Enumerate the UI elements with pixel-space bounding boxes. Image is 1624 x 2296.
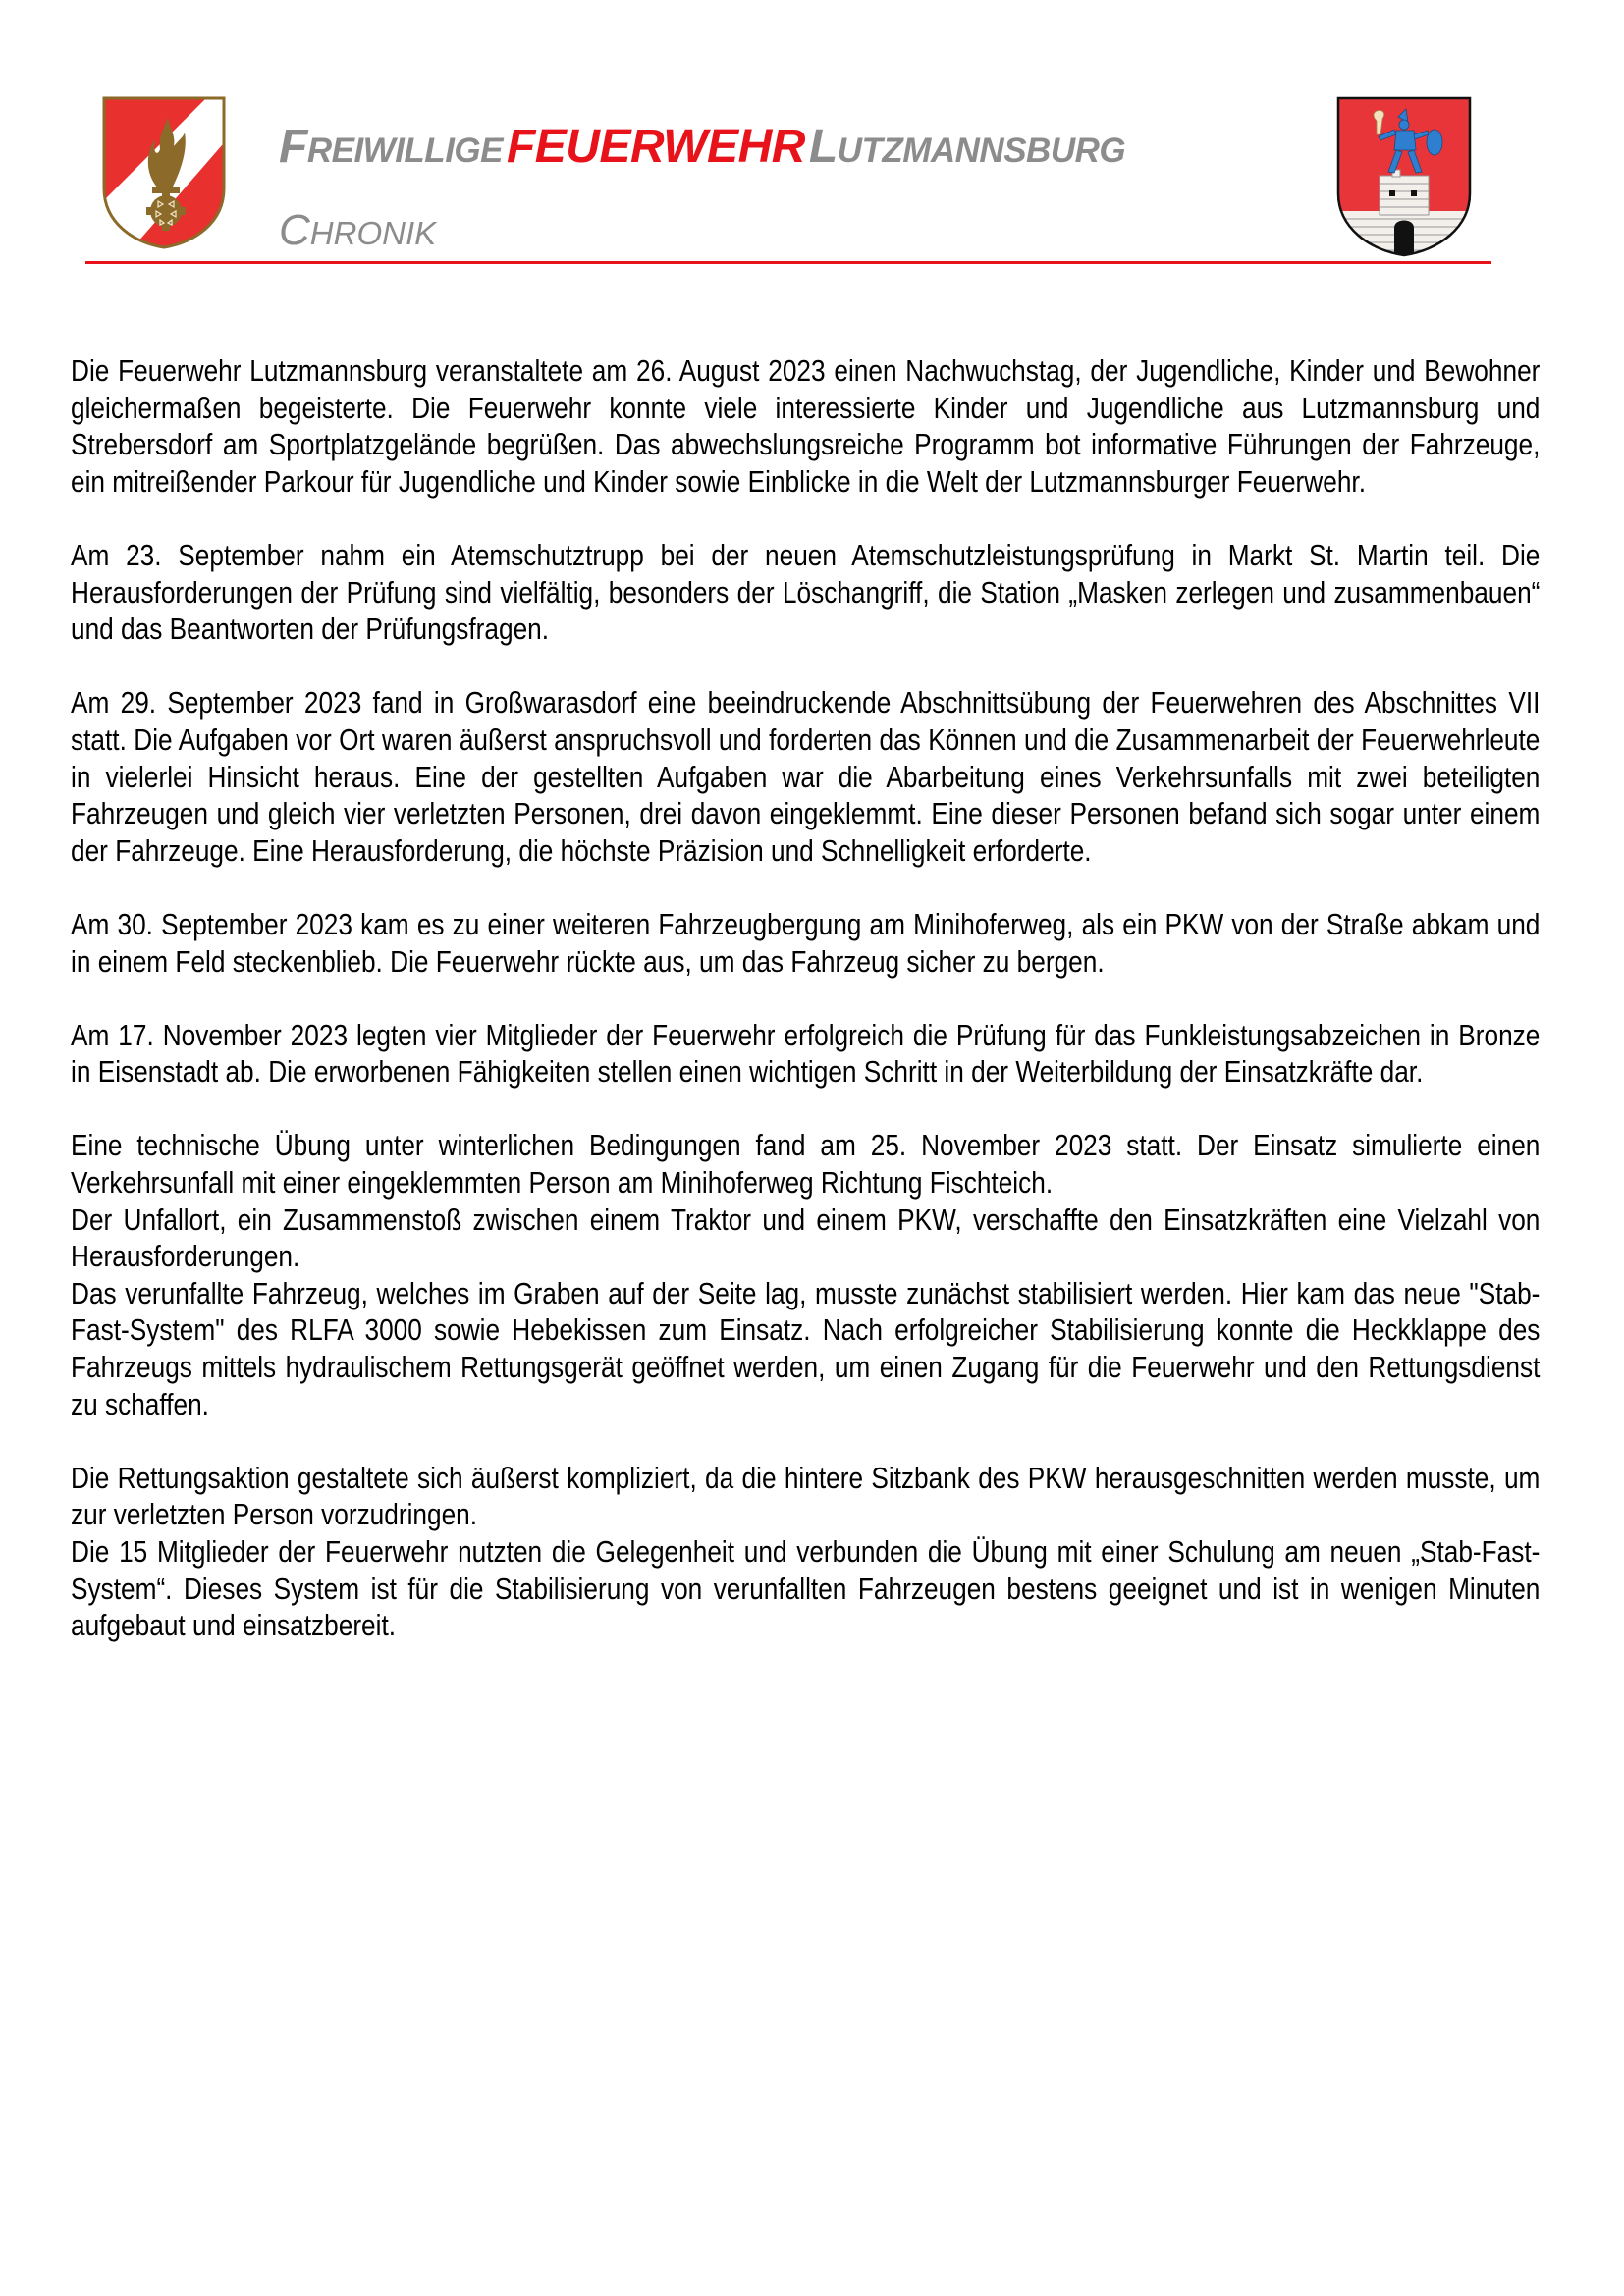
paragraph-stabilisierung: Das verunfallte Fahrzeug, welches im Graben auf der Seite lag, musste zunächst stabilisiert werden. Hier kam das neue "Stab-Fast-System" des RLFA 3000 sowie Hebekissen zum Einsatz. Nach erfolgreicher Stabilisierung konnte die Heckklappe des Fahrzeugs mittels hydraulischem Rettungsgerät geöffnet werden, um einen Zugang für die Feuerwehr und den Rettungsdienst zu schaffen. [71,1276,1541,1421]
fire-brigade-emblem-icon [101,95,227,250]
page-title: FREIWILLIGE FEUERWEHR LUTZMANNSBURG [279,121,1126,173]
paragraph-schulung: Die 15 Mitglieder der Feuerwehr nutzten die Gelegenheit und verbunden die Übung mit einer Schulung am neuen „Stab-Fast-System“. Dieses System ist für die Stabilisierung von verunfallten Fahrzeugen bestens geeignet und ist in wenigen Minuten aufgebaut und einsatzbereit. [71,1535,1541,1643]
chronicle-body [71,353,1540,1645]
header-divider [85,261,1491,264]
paragraph-fahrzeugbergung: Am 30. September 2023 kam es zu einer weiteren Fahrzeugbergung am Minihoferweg, als ein PKW von der Straße abkam und in einem Feld steckenblieb. Die Feuerwehr rückte aus, um das Fahrzeug sicher zu bergen. [71,907,1541,979]
title-highlight: FEUERWEHR [506,121,805,173]
paragraph-technische-uebung: Eine technische Übung unter winterlichen Bedingungen fand am 25. November 2023 statt. Der Einsatz simulierte einen Verkehrsunfall mit einer eingeklemmten Person am Minihoferweg Richtung Fischteich. [71,1129,1541,1201]
paragraph-rettungsaktion: Die Rettungsaktion gestaltete sich äußerst kompliziert, da die hintere Sitzbank des PKW herausgeschnitten werden musste, um zur verletzten Person vorzudringen. [71,1461,1541,1532]
lutzmannsburg-coat-of-arms-icon [1335,95,1473,258]
paragraph-funkleistungsabzeichen: Am 17. November 2023 legten vier Mitglieder der Feuerwehr erfolgreich die Prüfung für das Funkleistungsabzeichen in Bronze in Eisenstadt ab. Die erworbenen Fähigkeiten stellen einen wichtigen Schritt in der Weiterbildung der Einsatzkräfte dar. [71,1018,1541,1090]
paragraph-abschnittsuebung: Am 29. September 2023 fand in Großwarasdorf eine beeindruckende Abschnittsübung der Feuerwehren des Abschnittes VII statt. Die Aufgaben vor Ort waren äußerst anspruchsvoll und forderten das Können und die Zusammenarbeit der Feuerwehrleute in vielerlei Hinsicht heraus. Eine der gestellten Aufgaben war die Abarbeitung eines Verkehrsunfalls mit zwei beteiligten Fahrzeugen und gleich vier verletzten Personen, drei davon eingeklemmt. Eine dieser Personen befand sich sogar unter einem der Fahrzeuge. Eine Herausforderung, die höchste Präzision und Schnelligkeit erforderte. [71,686,1541,868]
paragraph-unfallort: Der Unfallort, ein Zusammenstoß zwischen einem Traktor und einem PKW, verschaffte den Einsatzkräften eine Vielzahl von Herausforderungen. [71,1202,1541,1274]
paragraph-atemschutz: Am 23. September nahm ein Atemschutztrupp bei der neuen Atemschutzleistungsprüfung in Markt St. Martin teil. Die Herausforderungen der Prüfung sind vielfältig, besonders der Löschangriff, die Station „Masken zerlegen und zusammenbauen“ und das Beantworten der Prüfungsfragen. [71,538,1541,647]
page-subtitle: CHRONIK [279,206,437,254]
paragraph-nachwuchstag: Die Feuerwehr Lutzmannsburg veranstaltete am 26. August 2023 einen Nachwuchstag, der Jugendliche, Kinder und Bewohner gleichermaßen begeisterte. Die Feuerwehr konnte viele interessierte Kinder und Jugendliche aus Lutzmannsburg und Strebersdorf am Sportplatzgelände begrüßen. Das abwechslungsreiche Programm bot informative Führungen der Fahrzeuge, ein mitreißender Parkour für Jugendliche und Kinder sowie Einblicke in die Welt der Lutzmannsburger Feuerwehr. [71,354,1541,499]
